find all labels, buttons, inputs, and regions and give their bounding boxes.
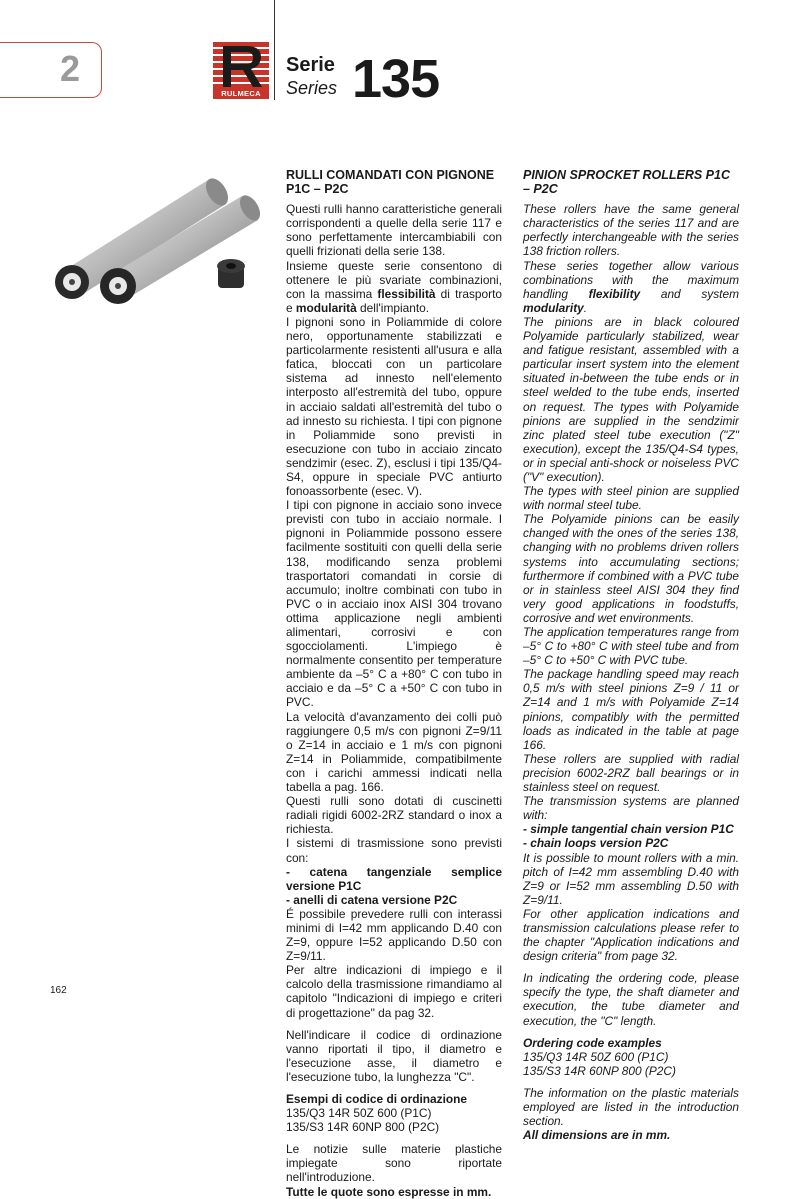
text: di trasporto e — [286, 286, 502, 315]
order-example: 135/S3 14R 60NP 800 (P2C) — [286, 1120, 440, 1135]
paragraph — [523, 259, 739, 315]
chapter-number: 2 — [60, 48, 81, 89]
product-photo — [46, 170, 260, 340]
serie-label: Serie — [286, 54, 335, 76]
text: and system — [640, 286, 739, 301]
text: These series together allow various combinations with the maximum handling — [523, 258, 739, 301]
english-column — [523, 168, 739, 1142]
paragraph: It is possible to mount rollers with a min. pitch of I=42 mm assembling D.40 with Z=9 or I=52 mm assembling D.50 with Z=9/11. — [523, 850, 739, 907]
italian-column — [286, 168, 502, 1199]
spacer — [286, 1084, 502, 1092]
page-number: 162 — [50, 985, 67, 996]
order-example: 135/S3 14R 60NP 800 (P2C) — [523, 1063, 676, 1078]
spacer — [523, 1028, 739, 1036]
paragraph: Le notizie sulle materie plastiche impiegate sono riportate nell'introduzione. — [286, 1142, 502, 1185]
transmission-item: - anelli di catena versione P2C — [286, 892, 458, 907]
italian-title: RULLI COMANDATI CON PIGNONE P1C – P2C — [286, 168, 495, 197]
transmission-item: - catena tangenziale semplice versione P1C — [286, 864, 502, 893]
paragraph: The types with steel pinion are supplied with normal steel tube. — [523, 484, 739, 513]
paragraph: The transmission systems are planned with: — [523, 794, 739, 823]
series-label: Series — [286, 78, 338, 98]
paragraph: I tipi con pignone in acciaio sono invece previsti con tubo in acciaio normale. I pignoni in Poliammide possono essere facilmente sostituiti con quelli della serie 138, modificando senza problemi trasportatori comandati in corsie di accumulo; inoltre combinati con tubo in PVC o in acciaio inox AISI 304 trovano ottima applicazione negli ambienti alimentari, corrosivi e con sgocciolamenti. L'impiego è normalmente consentito per temperature ambiente da –5° C a +80° C con tubo in acciaio e da –5° C a +50° C con tubo in PVC. — [286, 498, 502, 710]
spacer — [523, 963, 739, 971]
paragraph: I pignoni sono in Poliammide di colore nero, opportunamente stabilizzati e particolarmente resistenti all'usura e alla fatica, bloccati con un particolare sistema ad innesto nell'elemento interposto all'estremità del tubo, oppure in acciaio saldati all'estremità del tubo o ad innesto su richiesta. I tipi con pignone in Poliammide sono previsti in esecuzione con tubo in acciaio zincato sendzimir (esec. Z), esclusi i tipi 135/Q4-S4, oppure in speciale PVC antiurto fonoassorbente (esec. V). — [286, 314, 502, 499]
paragraph: These rollers have the same general characteristics of the series 117 and are perfectly interchangeable with the series 138 friction rollers. — [523, 202, 739, 259]
header-divider — [274, 0, 275, 100]
logo-wordmark: RULMECA — [213, 89, 269, 99]
examples-title: Ordering code examples — [523, 1035, 662, 1050]
paragraph: The information on the plastic materials employed are listed in the introduction section. — [523, 1085, 739, 1129]
paragraph: Nell'indicare il codice di ordinazione vanno riportati il tipo, il diametro e l'esecuzione asse, il diametro e l'esecuzione tubo, la lunghezza "C". — [286, 1027, 502, 1084]
paragraph: In indicating the ordering code, please specify the type, the shaft diameter and execution, the tube diameter and execution, the "C" length. — [523, 971, 739, 1028]
text: dell'impianto. — [356, 300, 430, 315]
paragraph: These rollers are supplied with radial precision 6002-2RZ ball bearings or in stainless steel on request. — [523, 751, 739, 795]
bold-text: flexibility — [588, 286, 641, 301]
paragraph — [286, 259, 502, 315]
examples-title: Esempi di codice di ordinazione — [286, 1092, 468, 1106]
spacer — [286, 1134, 502, 1142]
dimensions-note: All dimensions are in mm. — [523, 1128, 671, 1143]
paragraph: The application temperatures range from –5° C to +80° C with steel tube and from –5° C to +50° C with PVC tube. — [523, 625, 739, 668]
bold-text: modularity — [523, 300, 584, 315]
transmission-item: - simple tangential chain version P1C — [523, 822, 734, 837]
bold-text: modularità — [295, 300, 357, 315]
bold-text: flessibilità — [377, 286, 436, 301]
series-number: 135 — [352, 49, 440, 109]
text: Insieme queste serie consentono di ottenere le più svariate combinazioni, con la massima — [286, 258, 502, 301]
paragraph: Per altre indicazioni di impiego e il calcolo della trasmissione rimandiamo al capitolo "Indicazioni di impiego e criteri di progettazione" da pag 32. — [286, 963, 502, 1020]
paragraph: The pinions are in black coloured Polyamide particularly stabilized, wear and fatigue resistant, assembled with a particular insert system into the element situated in-between the tube ends or in steel welded to the tube ends, inserted on request. The types with Polyamide pinions are supplied in the sendzimir zinc plated steel tube execution ("Z" execution), except the 135/Q4-S4 types, or in special anti-shock or noiseless PVC ("V" execution). — [523, 314, 739, 484]
paragraph: É possibile prevedere rulli con interassi minimi di I=42 mm applicando D.40 con Z=9, oppure I=52 applicando D.50 con Z=9/11. — [286, 906, 502, 964]
transmission-item: - chain loops version P2C — [523, 836, 669, 851]
spacer — [523, 1078, 739, 1086]
paragraph: Questi rulli sono dotati di cuscinetti radiali rigidi 6002-2RZ standard o inox a richiesta. — [286, 794, 502, 837]
paragraph: Questi rulli hanno caratteristiche generali corrispondenti a quelle della serie 117 e sono perfettamente intercambiabili con quelli frizionati della serie 138. — [286, 202, 502, 259]
order-example: 135/Q3 14R 50Z 600 (P1C) — [523, 1049, 669, 1064]
english-title: PINION SPROCKET ROLLERS P1C – P2C — [523, 168, 730, 197]
text: . — [583, 300, 588, 315]
dimensions-note: Tutte le quote sono espresse in mm. — [286, 1184, 492, 1199]
paragraph: I sistemi di trasmissione sono previsti con: — [286, 836, 502, 865]
order-example: 135/Q3 14R 50Z 600 (P1C) — [286, 1106, 432, 1121]
paragraph: For other application indications and transmission calculations please refer to the chapter "Application indications and design criteria" from page 32. — [523, 906, 739, 964]
paragraph: La velocità d'avanzamento dei colli può raggiungere 0,5 m/s con pignoni Z=9/11 o Z=14 in acciaio e 1 m/s con pignoni Z=14 in Poliammide, compatibilmente con i carichi ammessi indicati nella tabella a pag. 166. — [286, 709, 502, 795]
paragraph: The package handling speed may reach 0,5 m/s with steel pinions Z=9 / 11 or Z=14 and 1 m/s with Polyamide Z=14 pinions, compatibly with the permitted loads as indicated in the table at page 166. — [523, 667, 739, 752]
paragraph: The Polyamide pinions can be easily changed with the ones of the series 138, changing with no problems driven rollers systems into accumulating sections; furthermore if combined with a PVC tube or in stainless steel AISI 304 they find very good applications in foodstuffs, corrosive and wet environments. — [523, 512, 739, 625]
